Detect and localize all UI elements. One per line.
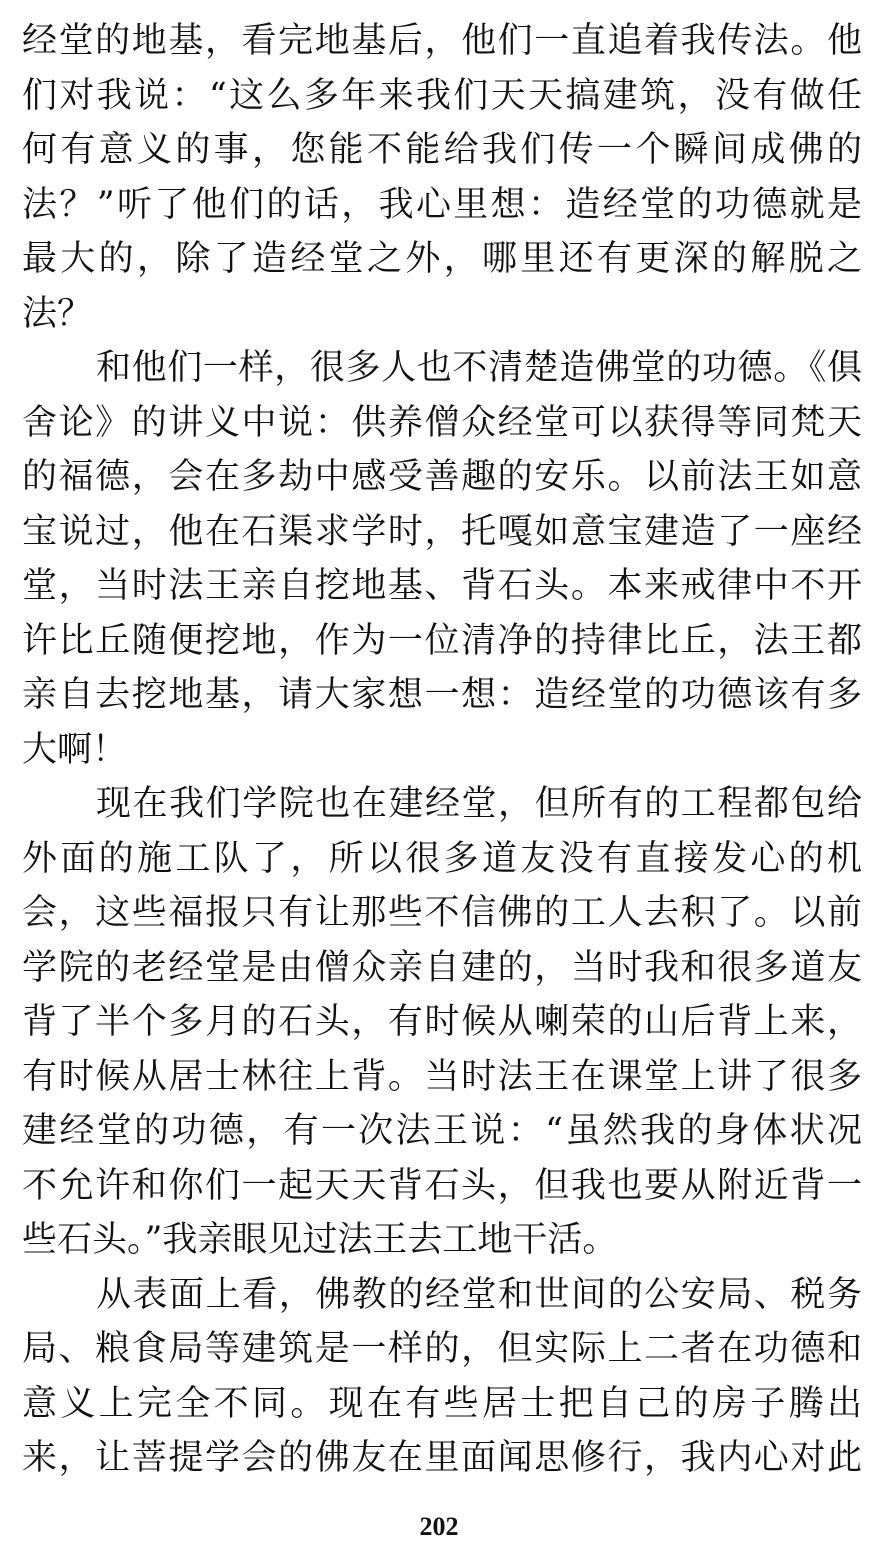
- text-line: 最大的，除了造经堂之外，哪里还有更深的解脱之: [22, 239, 862, 279]
- text-line: 法？: [22, 293, 93, 334]
- text-line: 会，这些福报只有让那些不信佛的工人去积了。以前: [22, 893, 862, 933]
- text-line: 们对我说：“这么多年来我们天天搞建筑，没有做任: [22, 75, 862, 116]
- text-line: 的福德，会在多劫中感受善趣的安乐。以前法王如意: [22, 457, 862, 497]
- text-line: 现在我们学院也在建经堂，但所有的工程都包给: [96, 784, 862, 824]
- text-line: 大啊！: [22, 729, 128, 770]
- text-line: 些石头。”我亲眼见过法王去工地干活。: [22, 1220, 618, 1260]
- text-line: 意义上完全不同。现在有些居士把自己的房子腾出: [22, 1383, 862, 1424]
- text-line: 从表面上看，佛教的经堂和世间的公安局、税务: [96, 1274, 862, 1315]
- text-line: 建经堂的功德，有一次法王说：“虽然我的身体状况: [22, 1111, 862, 1151]
- text-line: 来，让菩提学会的佛友在里面闻思修行，我内心对此: [22, 1438, 862, 1478]
- text-line: 学院的老经堂是由僧众亲自建的，当时我和很多道友: [22, 947, 862, 988]
- text-line: 局、粮食局等建筑是一样的，但实际上二者在功德和: [22, 1329, 862, 1369]
- text-line: 和他们一样，很多人也不清楚造佛堂的功德。《俱: [96, 348, 862, 388]
- text-line: 外面的施工队了，所以很多道友没有直接发心的机: [22, 838, 862, 879]
- page-number: 202: [419, 1512, 459, 1541]
- text-line: 有时候从居士林往上背。当时法王在课堂上讲了很多: [22, 1056, 862, 1097]
- text-line: 舍论》的讲义中说：供养僧众经堂可以获得等同梵天: [22, 402, 862, 443]
- text-line: 许比丘随便挖地，作为一位清净的持律比丘，法王都: [22, 620, 862, 661]
- text-line: 背了半个多月的石头，有时候从喇荣的山后背上来，: [22, 1002, 862, 1042]
- text-line: 法？”听了他们的话，我心里想：造经堂的功德就是: [22, 184, 862, 225]
- text-line: 亲自去挖地基，请大家想一想：造经堂的功德该有多: [22, 675, 862, 715]
- body-text: [22, 14, 862, 1486]
- text-line: 经堂的地基，看完地基后，他们一直追着我传法。他: [22, 21, 862, 61]
- text-line: 不允许和你们一起天天背石头，但我也要从附近背一: [22, 1165, 862, 1206]
- text-line: 宝说过，他在石渠求学时，托嘎如意宝建造了一座经: [22, 511, 862, 552]
- text-line: 堂，当时法王亲自挖地基、背石头。本来戒律中不开: [22, 566, 862, 606]
- text-line: 何有意义的事，您能不能给我们传一个瞬间成佛的: [22, 130, 862, 170]
